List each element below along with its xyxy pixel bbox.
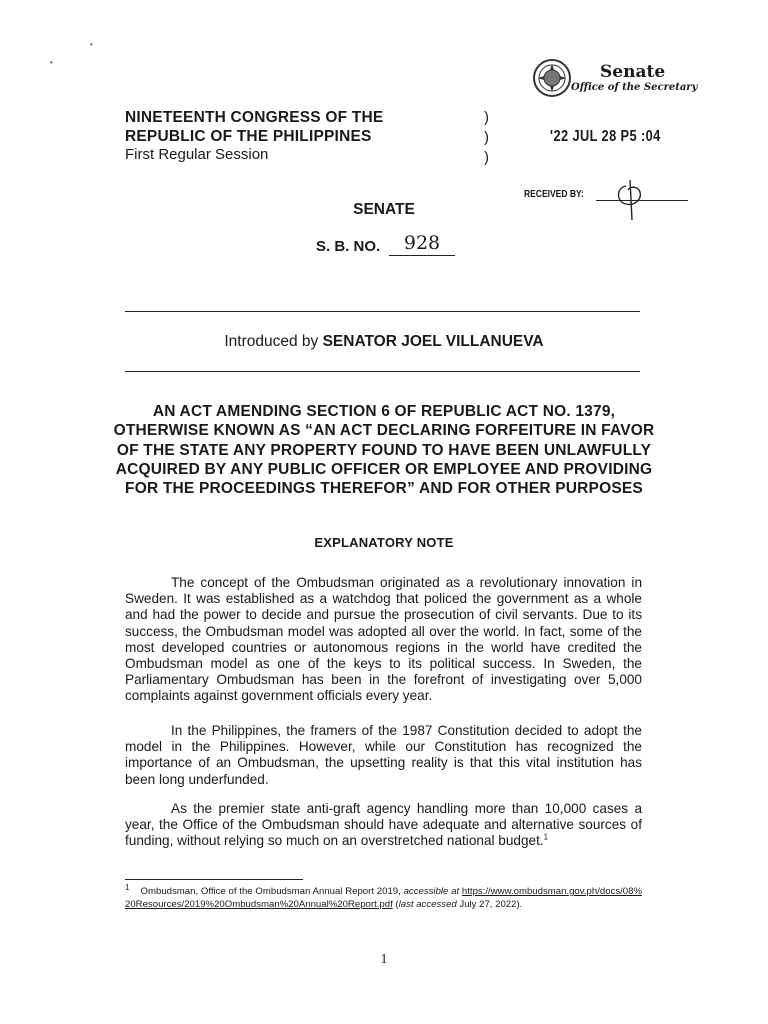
footnote-marker: 1 [543,832,549,842]
parenthesis: ) [484,149,489,166]
author-name: SENATOR JOEL VILLANUEVA [322,333,544,350]
congress-line-1: NINETEENTH CONGRESS OF THE [125,109,384,126]
introduced-prefix: Introduced by [224,333,323,350]
paragraph-text: In the Philippines, the framers of the 1987 Constitution decided to adopt the model in the Philippines. However, while our Constitution has recognized the importance of an Ombudsman, the upsetting reality is that this vital institution has been long underfunded. [125,723,642,787]
parenthesis: ) [484,129,489,146]
sb-label: S. B. NO. [316,238,381,255]
parenthesis: ) [484,109,489,126]
paragraph [125,575,642,705]
footnote-last-accessed-date: July 27, 2022 [459,898,517,910]
divider [125,311,640,312]
page-number: 1 [380,952,388,967]
footnote: $^1$ Ombudsman, Office of the Ombudsman Annual Report 2019, accessible at https://www.ombudsman.gov.ph/docs/08%20Resources/2019%20Ombudsman%20Annual%20Report.pdf (last accessed July 27, 2022). [125,882,642,910]
footnote-number: 1 [125,882,130,892]
footnote-link[interactable]: https://www.ombudsman.gov.ph/docs/08%20Resources/2019%20Ombudsman%20Annual%20Report.pdf [125,886,642,910]
divider [125,371,640,372]
paragraph [125,723,642,788]
paragraph-text: As the premier state anti-graft agency handling more than 10,000 cases a year, the Office of the Ombudsman should have adequate and alternative sources of funding, without relying so much on an overstretched national budget. [125,801,642,849]
paragraph-text: The concept of the Ombudsman originated as a revolutionary innovation in Sweden. It was established as a watchdog that policed the government as a whole and had the power to decide and pursue the prosecution of civil servants. Due to its success, the Ombudsman model was adopted all over the world. In fact, some of the most developed countries or autonomous regions in the world have credited the Ombudsman model as one of the keys to its political success. In Sweden, the Parliamentary Ombudsman has been in the forefront of investigating over 5,000 complaints against government officials every year. [125,575,642,704]
received-by-label: RECEIVED BY: [524,189,584,200]
scan-mark: • [50,58,53,67]
footnote-text: Ombudsman, Office of the Ombudsman Annual Report 2019, [140,886,401,897]
session-label: First Regular Session [125,146,269,163]
stamp-senate: Senate [600,62,666,82]
footnote-last-accessed-label: last accessed [398,898,457,910]
sb-number: 928 [389,232,455,256]
congress-heading [125,108,383,146]
footnote-divider [125,879,303,880]
stamp-datetime: '22 JUL 28 P5 :04 [550,128,661,145]
footnote-accessible-at: accessible at [403,886,460,897]
paragraph [125,801,642,850]
chamber-heading: SENATE [353,201,415,218]
senate-seal-icon [532,58,572,103]
introduced-by [0,333,768,351]
explanatory-note-heading: EXPLANATORY NOTE [314,535,454,550]
bill-title: AN ACT AMENDING SECTION 6 OF REPUBLIC ACT NO. 1379, OTHERWISE KNOWN AS “AN ACT DECLARING FORFEITURE IN FAVOR OF THE STATE ANY PROPERTY FOUND TO HAVE BEEN UNLAWFULLY ACQUIRED BY ANY PUBLIC OFFICER OR EMPLOYEE AND PROVIDING FOR THE PROCEEDINGS THEREFOR” AND FOR OTHER PURPOSES [113,403,655,498]
scan-mark: • [90,40,93,49]
congress-line-2: REPUBLIC OF THE PHILIPPINES [125,128,372,145]
stamp-office: Office of the Secretary [571,82,698,93]
